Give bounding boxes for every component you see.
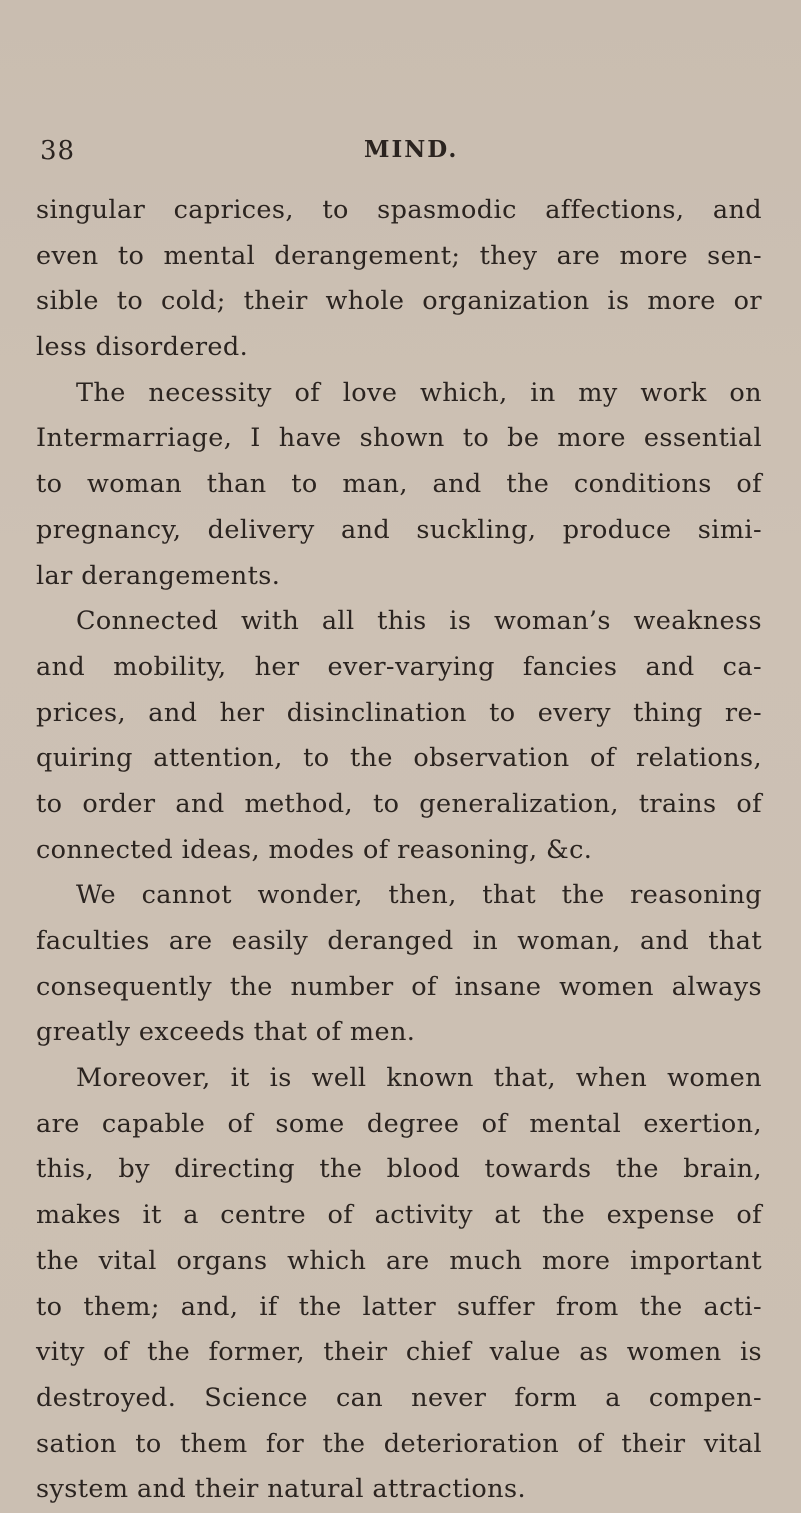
text-line: sation to them for the deterioration of their vital (36, 1428, 762, 1459)
text-line: are capable of some degree of mental exertion, (36, 1108, 762, 1139)
text-line: to order and method, to generalization, trains of (36, 788, 762, 819)
text-line: consequently the number of insane women always (36, 971, 762, 1002)
text-line: pregnancy, delivery and suckling, produce simi- (36, 514, 762, 545)
page-header (36, 136, 761, 176)
text-line: even to mental derangement; they are more sen- (36, 240, 762, 271)
text-line: system and their natural attractions. (36, 1474, 526, 1505)
text-line: connected ideas, modes of reasoning, &c. (36, 834, 593, 865)
text-line: vity of the former, their chief value as women is (36, 1337, 762, 1368)
text-line: Intermarriage, I have shown to be more essential (36, 423, 762, 454)
text-line: this, by directing the blood towards the brain, (36, 1154, 762, 1185)
running-head: MIND. (364, 136, 459, 163)
text-line: greatly exceeds that of men. (36, 1017, 416, 1048)
text-line: Moreover, it is well known that, when women (76, 1063, 762, 1094)
text-line: lar derangements. (36, 560, 281, 591)
text-line: sible to cold; their whole organization is more or (36, 286, 762, 317)
text-line: to them; and, if the latter suffer from the acti- (36, 1291, 762, 1322)
text-line: and mobility, her ever-varying fancies and ca- (36, 651, 762, 682)
text-line: quiring attention, to the observation of relations, (36, 743, 762, 774)
text-line: Connected with all this is woman’s weakness (76, 606, 762, 637)
text-line: faculties are easily deranged in woman, and that (36, 926, 762, 956)
text-line: the vital organs which are much more important (36, 1245, 762, 1276)
text-line: destroyed. Science can never form a compen- (36, 1382, 762, 1413)
text-line: We cannot wonder, then, that the reasoning (76, 880, 762, 911)
text-line: less disordered. (36, 332, 249, 363)
page-number: 38 (40, 136, 76, 166)
text-line: prices, and her disinclination to every thing re- (36, 697, 762, 728)
text-line: to woman than to man, and the conditions of (36, 469, 762, 500)
text-line: makes it a centre of activity at the expense of (36, 1200, 762, 1231)
text-line: The necessity of love which, in my work on (76, 377, 762, 408)
text-line: singular caprices, to spasmodic affections, and (36, 195, 762, 225)
body-text (36, 188, 762, 1513)
